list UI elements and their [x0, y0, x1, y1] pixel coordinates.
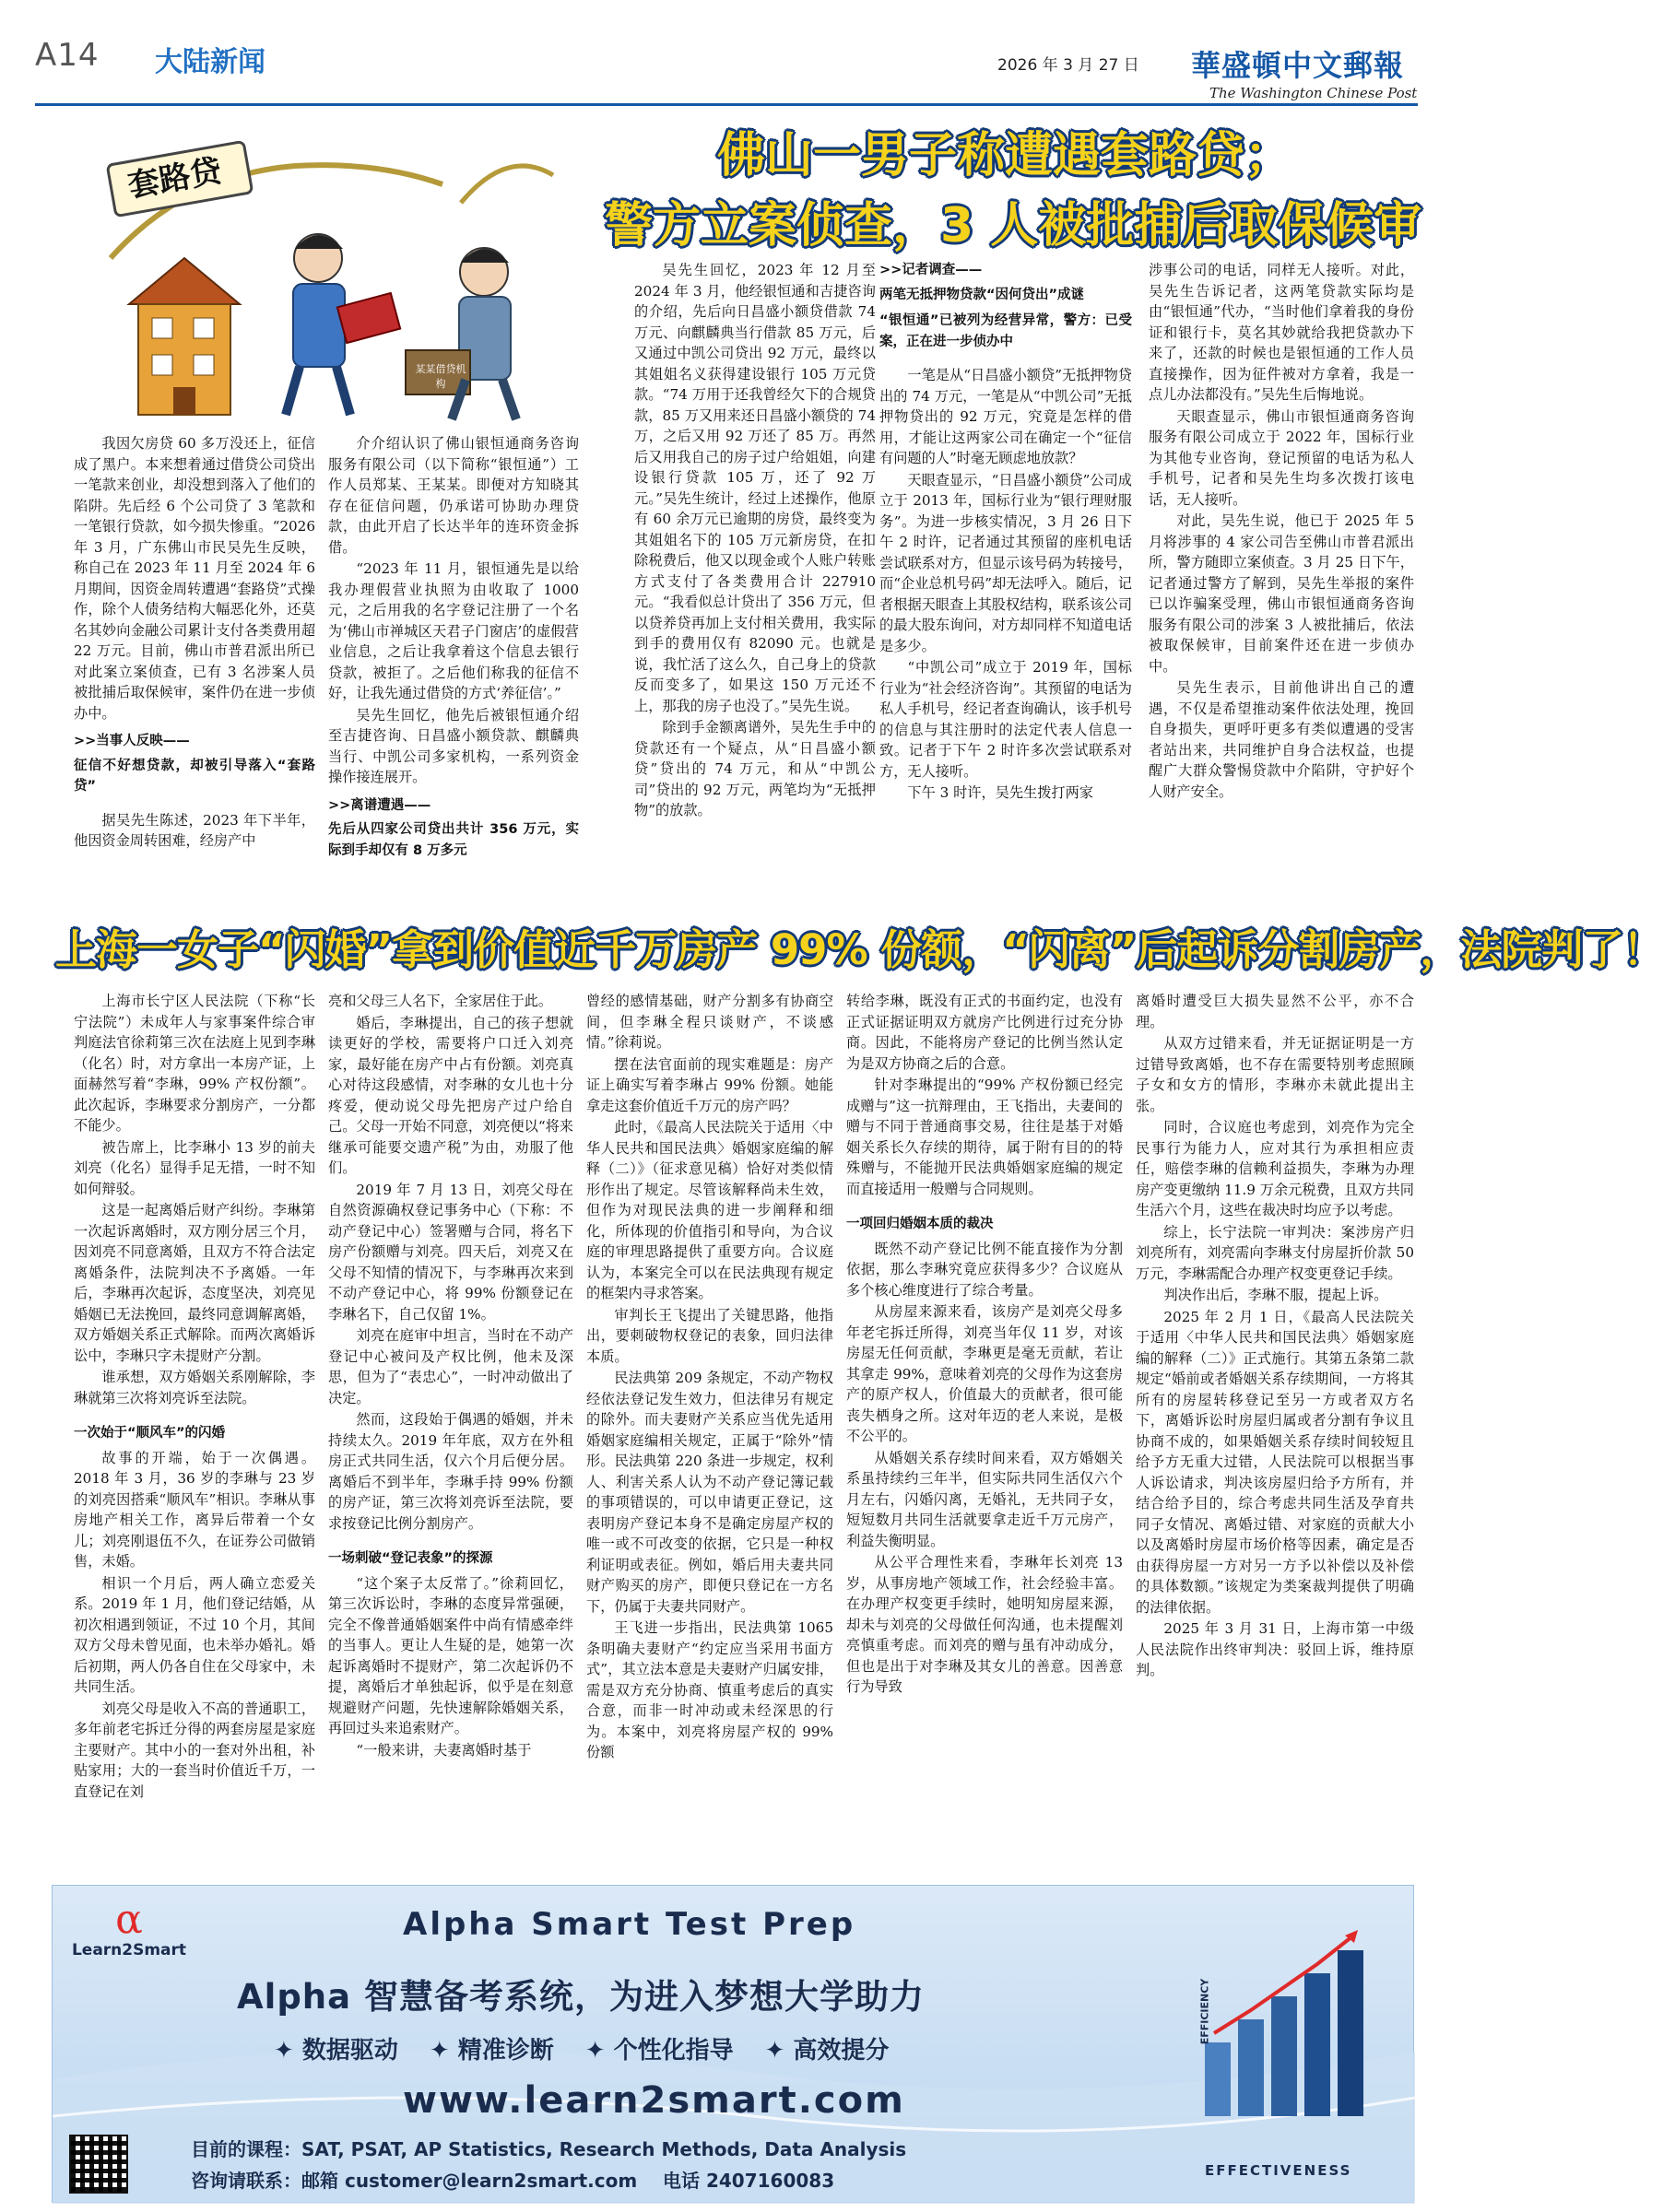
alpha-icon: α: [115, 1896, 143, 1943]
article1-column-2: [328, 433, 579, 894]
paragraph: 离婚时遭受巨大损失显然不公平，亦不合理。: [1136, 993, 1414, 1030]
illustration-sign: 某某借贷机构: [415, 363, 466, 390]
ad-url[interactable]: www.learn2smart.com: [403, 2079, 905, 2122]
feature-item: [274, 2031, 398, 2065]
subheading: 征信不好想贷款，却被引导落入“套路贷”: [74, 758, 315, 794]
paragraph: 判决作出后，李琳不服，提起上诉。: [1163, 1287, 1388, 1303]
masthead-english: The Washington Chinese Post: [1209, 85, 1418, 101]
paragraph: 此时，《最高人民法院关于适用〈中华人民共和国民法典〉婚姻家庭编的解释（二）》（征求意见稿）恰好对类似情形作出了规定。尽管该解释尚未生效，但作为对现民法典的进一步阐释和细化，所体现的价值指引和导向，为合议庭的审理思路提供了重要方向。合议庭认为，本案完全可以在民法典现有规定的框架内寻求答案。: [586, 1119, 833, 1301]
paragraph: 同时，合议庭也考虑到，刘亮作为完全民事行为能力人，应对其行为承担相应责任，赔偿李琳的信赖利益损失，李琳为办理房产变更缴纳 11.9 万余元税费，且双方共同生活六个月，这些在裁决时均应予以考虑。: [1136, 1119, 1414, 1218]
section-title: 大陆新闻: [155, 46, 265, 78]
page-number: A14: [35, 37, 100, 74]
paragraph: 2019 年 7 月 13 日，刘亮父母在自然资源确权登记事务中心（下称：不动产登记中心）签署赠与合同，将名下房产份额赠与刘亮。四天后，刘亮又在父母不知情的情况下，与李琳再次来到不动产登记中心，将 99% 份额登记在李琳名下，自己仅留 1%。: [328, 1181, 573, 1323]
paragraph: 相识一个月后，两人确立恋爱关系。2019 年 1 月，他们登记结婚，从初次相遇到领证，不过 10 个月，其间双方父母未曾见面，也未举办婚礼。婚后初期，两人仍各自住在父母家中，未共同生活。: [74, 1574, 315, 1695]
subheading: 一场刺破“登记表象”的探源: [328, 1551, 493, 1566]
paragraph: 2025 年 3 月 31 日，上海市第一中级人民法院作出终审判决：驳回上诉，维持原判。: [1136, 1620, 1414, 1678]
subheading: 先后从四家公司贷出共计 356 万元，实际到手却仅有 8 万多元: [328, 822, 579, 858]
article1-headline-line2: 警方立案侦查，3 人被批捕后取保候审: [605, 198, 1422, 253]
paragraph: 从公平合理性来看，李琳年长刘亮 13 岁，从事房地产领域工作，社会经验丰富。在办理产权变更手续时，她明知房屋来源，却未与刘亮的父母做任何沟通，也未提醒刘亮慎重考虑。而刘亮的赠与虽有冲动成分，但也是出于对李琳及其女儿的善意。因善意行为导致: [846, 1554, 1123, 1695]
article2-column-3: [586, 991, 833, 1871]
paragraph: 涉事公司的电话，同样无人接听。对此，吴先生告诉记者，这两笔贷款实际均是由“银恒通”代办，“当时他们拿着我的身份证和银行卡，莫名其妙就给我把贷款办下来了，还款的时候也是银恒通的工作人员直接操作，因为征件被对方拿着，我是一点儿办法都没有。”吴先生后悔地说。: [1149, 262, 1414, 403]
paragraph: 上海市长宁区人民法院（下称“长宁法院”）未成年人与家事案件综合审判庭法官徐莉第三次在法庭上见到李琳（化名）时，对方拿出一本房产证，上面赫然写着“李琳，99% 产权份额”。此次起诉，李琳要求分割房产，一分都不能少。: [74, 993, 315, 1134]
paragraph: 综上，长宁法院一审判决：案涉房产归刘亮所有，刘亮需向李琳支付房屋折价款 50 万元，李琳需配合办理产权变更登记手续。: [1136, 1223, 1414, 1282]
paragraph: 转给李琳，既没有正式的书面约定，也没有正式证据证明双方就房产比例进行过充分协商。因此，不能将房产登记的比例当然认定为是双方协商之后的合意。: [846, 993, 1123, 1072]
subheading: >>当事人反映——: [74, 734, 190, 748]
paragraph: 天眼查显示，“日昌盛小额贷”公司成立于 2013 年，国标行业为“银行理财服务”。为进一步核实情况，3 月 26 日下午 2 时许，记者通过其预留的座机电话尝试联系对方，但显示该号码为转接号，而“企业总机号码”却无法呼入。随后，记者根据天眼查上其股权结构，联系该公司的最大股东询问，对方却同样不知道电话是多少。: [879, 471, 1132, 654]
article1-column-5: [1149, 260, 1414, 896]
paragraph: 故事的开端，始于一次偶遇。2018 年 3 月，36 岁的李琳与 23 岁的刘亮因搭乘“顺风车”相识。李琳从事房地产相关工作，离异后带着一个女儿；刘亮刚退伍不久，在证券公司做销售，未婚。: [74, 1449, 315, 1570]
article2-headline: 上海一女子“闪婚”拿到价值近千万房产 99% 份额，“闪离”后起诉分割房产，法院判了！: [55, 925, 1663, 974]
paragraph: 婚后，李琳提出，自己的孩子想就读更好的学校，需要将户口迁入刘亮家，最好能在房产中占有份额。刘亮真心对待这段感情，对李琳的女儿也十分疼爱，便动说父母先把房产过户给自己。父母一开始不同意，刘亮便以“将来继承可能要交遗产税”为由，劝服了他们。: [328, 1014, 573, 1176]
ad-courses: 目前的课程：SAT, PSAT, AP Statistics, Research Methods, Data Analysis: [191, 2138, 907, 2160]
paragraph: “这个案子太反常了。”徐莉回忆，第三次诉讼时，李琳的态度异常强硬，完全不像普通婚姻案件中尚有情感牵绊的当事人。更让人生疑的是，她第一次起诉离婚时不提财产，第二次起诉仍不提，离婚后才单独起诉，似乎是在刻意规避财产问题，先快速解除婚姻关系，再回过头来追索财产。: [328, 1574, 573, 1736]
qr-code: [69, 2135, 128, 2194]
feature-label: 个性化指导: [613, 2037, 734, 2065]
effectiveness-badge: EFFECTIVENESS: [1205, 2162, 1352, 2179]
paragraph: 亮和父母三人名下，全家居住于此。: [328, 993, 552, 1009]
paragraph: 既然不动产登记比例不能直接作为分割依据，那么李琳究竟应获得多少？合议庭从多个核心维度进行了综合考量。: [846, 1240, 1123, 1299]
paragraph: 从婚姻关系存续时间来看，双方婚姻关系虽持续约三年半，但实际共同生活仅六个月左右，闪婚闪离，无婚礼，无共同子女，短短数月共同生活就要拿走近千万元房产，利益失衡明显。: [846, 1449, 1123, 1549]
effectiveness-chart-graphic: [1196, 1923, 1380, 2135]
subheading: >>离谱遭遇——: [328, 797, 431, 813]
ad-features: [274, 2031, 1140, 2065]
feature-item: [765, 2031, 890, 2065]
article2-column-1: [74, 991, 315, 1871]
feature-item: [430, 2031, 554, 2065]
ad-contact[interactable]: 咨询请联系：邮箱 customer@learn2smart.com 电话 2407160083: [191, 2170, 835, 2192]
learn2smart-advertisement[interactable]: [52, 1885, 1414, 2203]
logo-text: Learn2Smart: [71, 1941, 187, 1959]
paragraph: 刘亮父母是收入不高的普通职工，多年前老宅拆迁分得的两套房屋是家庭主要财产。其中小的一套对外出租，补贴家用；大的一套当时价值近千万，一直登记在刘: [74, 1700, 315, 1800]
article1-column-3: [634, 260, 876, 896]
paragraph: 除到手金额离谱外，吴先生手中的贷款还有一个疑点，从“日昌盛小额贷”贷出的 74 万元，和从“中凯公司”贷出的 92 万元，两笔均为“无抵押物”的放款。: [634, 719, 876, 818]
paragraph: 刘亮在庭审中坦言，当时在不动产登记中心被问及产权比例，他未及深思，但为了“表忠心”，一时冲动做出了决定。: [328, 1327, 573, 1406]
paragraph: 我因欠房贷 60 多万没还上，征信成了黑户。本来想着通过借贷公司贷出一笔款来创业，却没想到落入了他们的陷阱。先后经 6 个公司贷了 3 笔款和一笔银行贷款，如今损失惨重。“2026 年 3 月，广东佛山市民吴先生反映，称自己在 2023 年 11 月至 2024 年 6 月期间，因资金周转遭遇“套路贷”式操作，除个人债务结构大幅恶化外，还莫名其妙向金融公司累计支付各类费用超 22 万元。目前，佛山市普君派出所已对此案立案侦查，已有 3 名涉案人员被批捕后取保候审，案件仍在进一步侦办中。: [74, 435, 315, 722]
header-rule: [35, 103, 1418, 106]
feature-label: 数据驱动: [301, 2037, 398, 2065]
subheading: 一项回归婚姻本质的裁决: [846, 1217, 994, 1231]
ad-title: Alpha Smart Test Prep: [403, 1906, 856, 1943]
learn2smart-logo: [69, 1896, 189, 1972]
feature-item: [585, 2031, 734, 2065]
article1-column-1: [74, 433, 315, 894]
paragraph: “一般来讲，夫妻离婚时基于: [356, 1741, 532, 1759]
feature-label: 高效提分: [793, 2037, 890, 2065]
paragraph: 这是一起离婚后财产纠纷。李琳第一次起诉离婚时，双方刚分居三个月，因刘亮不同意离婚，且双方不符合法定离婚条件，法院判决不予离婚。一年后，李琳再次起诉，态度坚决，刘亮见婚姻已无法挽回，最终同意调解离婚，双方婚姻关系正式解除。而两次离婚诉讼中，李琳只字未提财产分割。: [74, 1202, 315, 1364]
issue-date: 2026 年 3 月 27 日: [997, 56, 1139, 75]
article2-column-4: [846, 991, 1123, 1871]
paragraph: 吴先生表示，目前他讲出自己的遭遇，不仅是希望推动案件依法处理，挽回自身损失，更呼吁更多有类似遭遇的受害者站出来，共同维护自身合法权益，也提醒广大群众警惕贷款中介陷阱，守护好个人财产安全。: [1149, 679, 1414, 800]
paragraph: 谁承想，双方婚姻关系刚解除，李琳就第三次将刘亮诉至法院。: [74, 1369, 315, 1406]
star-icon: ✦: [429, 2037, 458, 2065]
loan-trap-illustration: [74, 120, 590, 424]
feature-label: 精准诊断: [457, 2037, 554, 2065]
star-icon: ✦: [274, 2037, 302, 2065]
paragraph: 据吴先生陈述，2023 年下半年，他因资金周转困难，经房产中: [74, 811, 315, 849]
subheading: 一次始于“顺风车”的闪婚: [74, 1426, 226, 1441]
star-icon: ✦: [584, 2037, 614, 2065]
paragraph: 被告席上，比李琳小 13 岁的前夫刘亮（化名）显得手足无措，一时不知如何辩驳。: [74, 1138, 315, 1197]
paragraph: 摆在法官面前的现实难题是：房产证上确实写着李琳占 99% 份额。她能拿走这套价值近千万元的房产吗？: [586, 1055, 833, 1114]
paragraph: 吴先生回忆，他先后被银恒通介绍至吉捷咨询、日昌盛小额贷款、麒麟典当行、中凯公司多家机构，一系列资金操作接连展开。: [328, 706, 579, 785]
subheading: >>记者调查——: [879, 263, 983, 277]
paragraph: 下午 3 时许，吴先生拨打两家: [907, 784, 1093, 801]
paragraph: “中凯公司”成立于 2019 年，国标行业为“社会经济咨询”。其预留的电话为私人手机号，经记者查询确认，该手机号的信息与其注册时的法定代表人信息一致。记者于下午 2 时许多次尝试联系对方，无人接听。: [879, 659, 1132, 780]
paragraph: 针对李琳提出的“99% 产权份额已经完成赠与”这一抗辩理由，王飞指出，夫妻间的赠与不同于普通商事交易，往往是基于对婚姻关系长久存续的期待，属于附有目的的特殊赠与，不能抛开民法典婚姻家庭编的规定而直接适用一般赠与合同规则。: [846, 1077, 1123, 1197]
paragraph: 吴先生回忆，2023 年 12 月至 2024 年 3 月，他经银恒通和吉捷咨询的介绍，先后向日昌盛小额贷借款 74 万元、向麒麟典当行借款 85 万元，后又通过中凯公司贷出 92 万元，最终以其姐姐名义获得建设银行 105 万元贷款。“74 万用于还我曾经欠下的合规贷款，85 万又用来还日昌盛小额贷的 74 万，之后又用 92 万还了 85 万。再然后又用我自己的房子过户给姐姐，向建设银行贷款 105 万，还了 92 万元。”吴先生统计，经过上述操作，他原有 60 余万元已逾期的房贷，最终变为其姐姐名下的 105 万元新房贷，在扣除税费后，他又以现金或个人账户转账方式支付了各类费用合计 227910 元。“我看似总计贷出了 356 万元，但以贷养贷再加上支付相关费用，我实际到手的费用仅有 82090 元。也就是说，我忙活了这么久，自己身上的贷款反而变多了，如果这 150 万元还不上，那我的房子也没了。”吴先生说。: [634, 262, 876, 714]
paragraph: 民法典第 209 条规定，不动产物权经依法登记发生效力，但法律另有规定的除外。而夫妻财产关系应当优先适用婚姻家庭编相关规定，正属于“除外”情形。民法典第 220 条进一步规定，权利人、利害关系人认为不动产登记簿记载的事项错误的，可以申请更正登记，这表明房产登记本身不是确定房屋产权的唯一或不可改变的依据，它只是一种权利证明或表征。例如，婚后用夫妻共同财产购买的房产，即便只登记在一方名下，仍属于夫妻共同财产。: [586, 1370, 833, 1615]
subheading: “银恒通”已被列为经营异常，警方：已受案，正在进一步侦办中: [879, 313, 1132, 349]
illustration-banner: 套路贷: [124, 152, 225, 206]
paragraph: 介介绍认识了佛山银恒通商务咨询服务有限公司（以下简称“银恒通”）工作人员郑某、王某某。即便对方知晓其存在征信问题，仍承诺可协助办理贷款，由此开启了长达半年的连环资金拆借。: [328, 435, 579, 556]
paragraph: 一笔是从“日昌盛小额贷”无抵押物贷出的 74 万元，一笔是从“中凯公司”无抵押物贷出的 92 万元，究竟是怎样的借用，才能让这两家公司在确定一个“征信有问题的人”时毫无顾虑地放款？: [879, 367, 1132, 466]
paragraph: 从房屋来源来看，该房产是刘亮父母多年老宅拆迁所得，刘亮当年仅 11 岁，对该房屋无任何贡献，李琳更是毫无贡献，若让其拿走 99%，意味着刘亮的父母作为这套房产的原产权人，价值最大的贡献者，很可能丧失栖身之所。这对年迈的老人来说，是极不公平的。: [846, 1303, 1123, 1444]
article1-headline-line1: 佛山一男子称遭遇套路贷；: [717, 128, 1293, 183]
star-icon: ✦: [764, 2037, 794, 2065]
paragraph: 天眼查显示，佛山市银恒通商务咨询服务有限公司成立于 2022 年，国标行业为其他专业咨询，登记预留的电话为私人手机号，记者和吴先生均多次拨打该电话，无人接听。: [1149, 407, 1414, 508]
paragraph: 曾经的感情基础，财产分割多有协商空间，但李琳全程只谈财产，不谈感情。”徐莉说。: [586, 993, 833, 1051]
paragraph: 从双方过错来看，并无证据证明是一方过错导致离婚，也不存在需要特别考虑照顾子女和女方的情形，李琳亦未就此提出主张。: [1136, 1035, 1414, 1114]
gauge-label: EFFICIENCY: [1198, 1978, 1211, 2045]
paragraph: 对此，吴先生说，他已于 2025 年 5 月将涉事的 4 家公司告至佛山市普君派出所，警方随即立案侦查。3 月 25 日下午，记者通过警方了解到，吴先生举报的案件已以诈骗案受理，佛山市银恒通商务咨询服务有限公司的涉案 3 人被批捕后，依法被取保候审，目前案件还在进一步侦办中。: [1149, 512, 1414, 675]
paragraph: 王飞进一步指出，民法典第 1065 条明确夫妻财产“约定应当采用书面方式”，其立法本意是夫妻财产归属安排，需是双方充分协商、慎重考虑后的真实合意，而非一时冲动或未经深思的行为。本案中，刘亮将房屋产权的 99% 份额: [586, 1619, 833, 1760]
paragraph: 然而，这段始于偶遇的婚姻，并未持续太久。2019 年年底，双方在外租房正式共同生活，仅六个月后便分居。离婚后不到半年，李琳手持 99% 份额的房产证，第三次将刘亮诉至法院，要求按登记比例分割房产。: [328, 1411, 573, 1532]
article1-column-4: [879, 260, 1132, 896]
article2-column-5: [1136, 991, 1414, 1871]
article2-column-2: [328, 991, 573, 1871]
paragraph: 2025 年 2 月 1 日，《最高人民法院关于适用〈中华人民共和国民法典〉婚姻家庭编的解释（二）》正式施行。其第五条第二款规定“婚前或者婚姻关系存续期间，一方将其所有的房屋转移登记至另一方或者双方名下，离婚诉讼时房屋归属或者分割有争议且协商不成的，如果婚姻关系存续时间较短且给予方无重大过错，人民法院可以根据当事人诉讼请求，判决该房屋归给予方所有，并结合给予目的，综合考虑共同生活及孕育共同子女情况、离婚过错、对家庭的贡献大小以及离婚时房屋市场价格等因素，确定是否由获得房屋一方对另一方予以补偿以及补偿的具体数额。”该规定为类案裁判提供了明确的法律依据。: [1136, 1308, 1414, 1616]
paragraph: “2023 年 11 月，银恒通先是以给我办理假营业执照为由收取了 1000 元，之后用我的名字登记注册了一个名为‘佛山市禅城区天君子门窗店’的虚假营业信息，之后让我拿着这个信息去银行贷款，被拒了。之后他们称我的征信不好，让我先通过借贷的方式‘养征信’。”: [328, 560, 579, 701]
paragraph: 审判长王飞提出了关键思路，他指出，要刺破物权登记的表象，回归法律本质。: [586, 1306, 833, 1365]
ad-slogan: Alpha 智慧备考系统，为进入梦想大学助力: [237, 1977, 925, 2017]
masthead: 華盛頓中文郵報: [1191, 48, 1405, 83]
subheading: 两笔无抵押物贷款“因何贷出”成谜: [879, 287, 1085, 302]
